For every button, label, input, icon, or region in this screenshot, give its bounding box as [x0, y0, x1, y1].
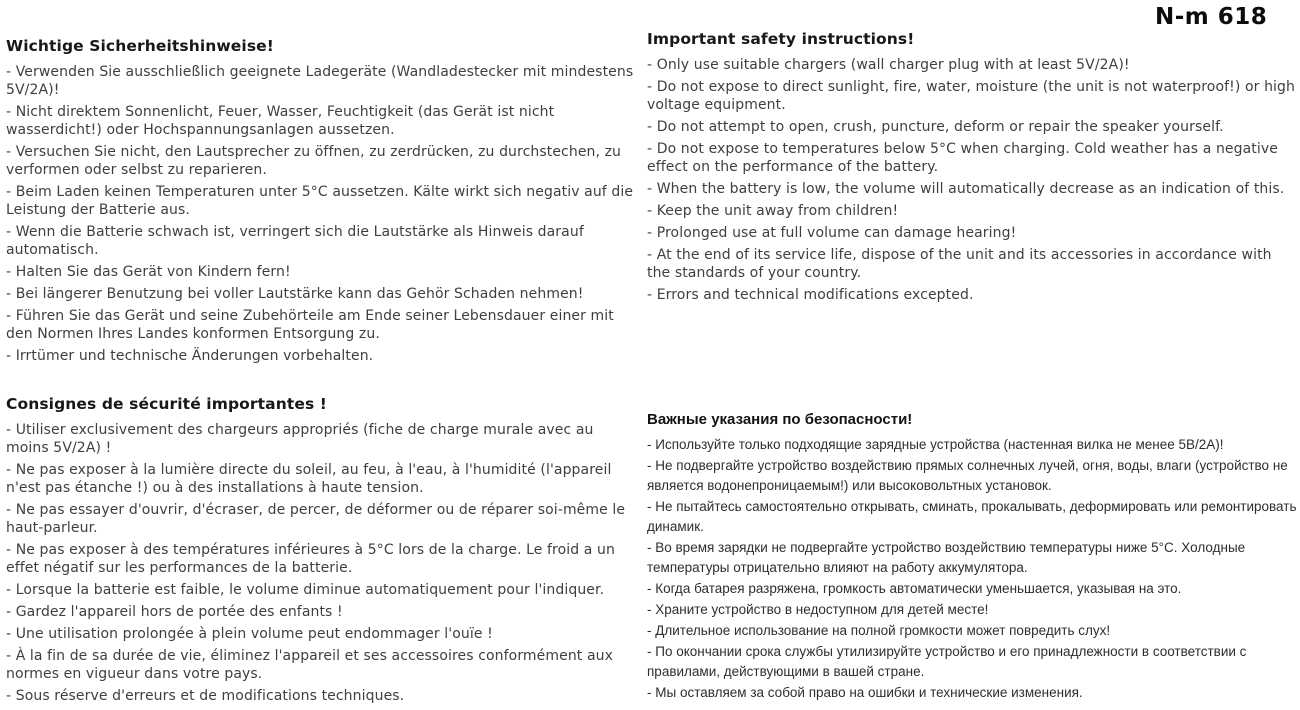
instruction-item: - Only use suitable chargers (wall charger plug with at least 5V/2A)!	[647, 57, 1130, 73]
instruction-item: - По окончании срока службы утилизируйте устройство и его принадлежности в соответствии с правилами, действующими в вашей стране.	[647, 644, 1247, 679]
instruction-item: - Versuchen Sie nicht, den Lautsprecher zu öffnen, zu zerdrücken, zu durchstechen, zu verformen oder selbst zu reparieren.	[6, 144, 622, 178]
instruction-item: - Errors and technical modifications excepted.	[647, 287, 974, 303]
section-russian	[647, 412, 1297, 704]
instruction-item: - Halten Sie das Gerät von Kindern fern!	[6, 264, 291, 280]
instruction-item: - Prolonged use at full volume can damage hearing!	[647, 225, 1017, 241]
instruction-item: - À la fin de sa durée de vie, éliminez l'appareil et ses accessoires conformément aux normes en vigueur dans votre pays.	[6, 648, 613, 682]
instruction-item: - Keep the unit away from children!	[647, 203, 899, 219]
instruction-item: - Длительное использование на полной громкости может повредить слух!	[647, 623, 1111, 638]
instruction-item: - Beim Laden keinen Temperaturen unter 5°C aussetzen. Kälte wirkt sich negativ auf die Leistung der Batterie aus.	[6, 184, 634, 218]
instruction-item: - Sous réserve d'erreurs et de modifications techniques.	[6, 688, 405, 704]
instruction-item: - Utiliser exclusivement des chargeurs appropriés (fiche de charge murale avec au moins 5V/2A) !	[6, 422, 594, 456]
instruction-item: - Не пытайтесь самостоятельно открывать, сминать, прокалывать, деформировать или ремонтировать динамик.	[647, 499, 1297, 534]
instruction-item: - Do not expose to direct sunlight, fire, water, moisture (the unit is not waterproof!) or high voltage equipment.	[647, 79, 1295, 113]
instruction-item: - Во время зарядки не подвергайте устройство воздействию температуры ниже 5°C. Холодные температуры отрицательно влияют на работу аккумулятора.	[647, 540, 1246, 575]
instruction-item: - Une utilisation prolongée à plein volume peut endommager l'ouïe !	[6, 626, 493, 642]
english-instruction-list	[647, 56, 1295, 304]
section-english	[647, 31, 1295, 308]
instruction-item: - Lorsque la batterie est faible, le volume diminue automatiquement pour l'indiquer.	[6, 582, 605, 598]
instruction-item: - Ne pas essayer d'ouvrir, d'écraser, de percer, de déformer ou de réparer soi-même le haut-parleur.	[6, 502, 626, 536]
instruction-item: - Используйте только подходящие зарядные устройства (настенная вилка не менее 5В/2А)!	[647, 437, 1224, 452]
instruction-item: - Храните устройство в недоступном для детей месте!	[647, 602, 989, 617]
french-heading: Consignes de sécurité importantes !	[6, 395, 327, 413]
instruction-item: - Do not expose to temperatures below 5°C when charging. Cold weather has a negative effect on the performance of the battery.	[647, 141, 1278, 175]
instruction-item: - Irrtümer und technische Änderungen vorbehalten.	[6, 348, 374, 364]
instruction-item: - Ne pas exposer à la lumière directe du soleil, au feu, à l'eau, à l'humidité (l'appareil n'est pas étanche !) ou à des installations à haute tension.	[6, 462, 612, 496]
instruction-item: - Wenn die Batterie schwach ist, verringert sich die Lautstärke als Hinweis darauf automatisch.	[6, 224, 584, 258]
russian-heading: Важные указания по безопасности!	[647, 411, 913, 428]
instruction-item: - Do not attempt to open, crush, puncture, deform or repair the speaker yourself.	[647, 119, 1224, 135]
section-german	[6, 38, 638, 369]
instruction-item: - Когда батарея разряжена, громкость автоматически уменьшается, указывая на это.	[647, 581, 1182, 596]
french-instruction-list	[6, 421, 638, 705]
instruction-item: - Verwenden Sie ausschließlich geeignete Ladegeräte (Wandladestecker mit mindestens 5V/2A)!	[6, 64, 634, 98]
german-heading: Wichtige Sicherheitshinweise!	[6, 37, 274, 55]
instruction-item: - Gardez l'appareil hors de portée des enfants !	[6, 604, 343, 620]
german-instruction-list	[6, 63, 638, 365]
instruction-item: - When the battery is low, the volume will automatically decrease as an indication of this.	[647, 181, 1285, 197]
instruction-item: - Ne pas exposer à des températures inférieures à 5°C lors de la charge. Le froid a un effet négatif sur les performances de la batterie.	[6, 542, 615, 576]
russian-instruction-list	[647, 435, 1297, 703]
instruction-item: - Bei längerer Benutzung bei voller Lautstärke kann das Gehör Schaden nehmen!	[6, 286, 584, 302]
instruction-item: - At the end of its service life, dispose of the unit and its accessories in accordance with the standards of your country.	[647, 247, 1272, 281]
english-heading: Important safety instructions!	[647, 30, 915, 48]
instruction-item: - Nicht direktem Sonnenlicht, Feuer, Wasser, Feuchtigkeit (das Gerät ist nicht wasserdicht!) oder Hochspannungsanlagen aussetzen.	[6, 104, 555, 138]
section-french	[6, 396, 638, 709]
instruction-item: - Führen Sie das Gerät und seine Zubehörteile am Ende seiner Lebensdauer einer mit den Normen Ihres Landes konformen Entsorgung zu.	[6, 308, 614, 342]
model-number: N-m 618	[1155, 4, 1268, 30]
instruction-item: - Не подвергайте устройство воздействию прямых солнечных лучей, огня, воды, влаги (устройство не является водонепроницаемым!) или высоковольтных установок.	[647, 458, 1288, 493]
instruction-item: - Мы оставляем за собой право на ошибки и технические изменения.	[647, 685, 1083, 700]
